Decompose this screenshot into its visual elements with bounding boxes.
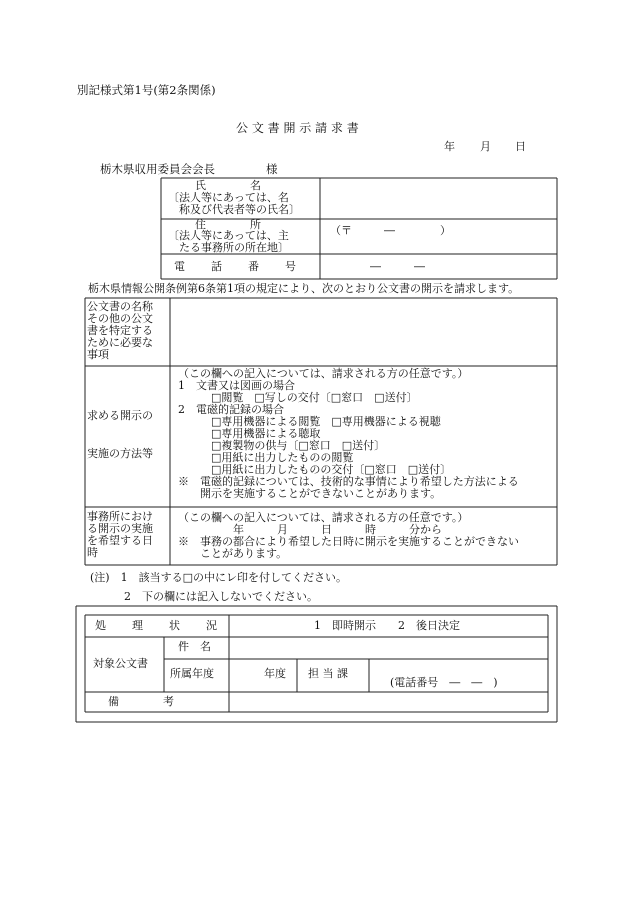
- address-note: 〔法人等にあっては、主 たる事務所の所在地〕: [168, 229, 289, 254]
- note-1: (注) 1 該当する□の中にレ印を付してください。: [90, 571, 347, 584]
- target-doc-label: 対象公文書: [93, 657, 148, 670]
- method-label-line1: 求める開示の: [87, 409, 153, 422]
- postal-dash: ―: [384, 224, 395, 237]
- addressee-suffix: 様: [266, 162, 278, 176]
- date-year-label: 年: [444, 140, 455, 153]
- form-number: 別記様式第1号(第2条関係): [77, 83, 216, 97]
- note-2: 2 下の欄には記入しないでください。: [124, 590, 318, 603]
- address-label: 住 所: [195, 218, 261, 231]
- schedule-label: 事務所におけ る開示の実施 を希望する日 時: [87, 510, 153, 559]
- address-input[interactable]: [330, 238, 550, 252]
- date-day-label: 日: [515, 140, 526, 153]
- fiscal-year-label: 所属年度: [170, 667, 214, 680]
- intro-text: 栃木県情報公開条例第6条第1項の規定により、次のとおり公文書の開示を請求します。: [88, 282, 520, 295]
- schedule-details[interactable]: （この欄への記入については、請求される方の任意です。） 年 月 日 時 分から ※ 事務の都合により希望した日時に開示を実施することができない ことがあります。: [178, 511, 519, 560]
- staff-phone: (電話番号 ― ― ): [390, 676, 498, 689]
- name-label: 氏 名: [195, 179, 261, 192]
- method-label-line2: 実施の方法等: [87, 447, 153, 460]
- phone-label: 電話番号: [174, 260, 322, 273]
- postal-close: ）: [440, 224, 451, 237]
- name-note: 〔法人等にあっては、名 称及び代表者等の氏名〕: [168, 191, 300, 216]
- form-title: 公 文 書 開 示 請 求 書: [236, 121, 359, 135]
- date-month-label: 月: [480, 140, 491, 153]
- status-options: 1 即時開示 2 後日決定: [314, 619, 460, 632]
- case-name-label: 件 名: [178, 640, 211, 653]
- fiscal-year-unit: 年度: [264, 667, 286, 680]
- status-label: 処理状況: [95, 619, 243, 632]
- staff-section-label: 担 当 課: [308, 667, 348, 680]
- name-input[interactable]: [330, 186, 550, 214]
- postal-mark: （〒: [330, 224, 352, 237]
- method-options[interactable]: （この欄への記入については、請求される方の任意です。） 1 文書又は図画の場合 □閲覧 □写しの交付〔□窓口 □送付〕 2 電磁的記録の場合 □専用機器による閲覧 □専用機器による視聴 □専用機器による聴取 □複製物の供与〔□窓口 □送付〕 □用紙に出力したものの閲覧 □用紙に出力したものの交付〔□窓口 □送付〕 ※ 電磁的記録については、技術的な事情により希望した方法による 開示を実施することができないことがあります。: [178, 367, 519, 500]
- phone-value[interactable]: ― ―: [370, 260, 425, 273]
- doc-name-input[interactable]: [176, 304, 550, 360]
- remarks-label: 備 考: [108, 695, 174, 708]
- doc-name-label: 公文書の名称 その他の公文 書を特定する ために必要な 事項: [87, 300, 153, 361]
- addressee: 栃木県収用委員会会長: [100, 162, 215, 176]
